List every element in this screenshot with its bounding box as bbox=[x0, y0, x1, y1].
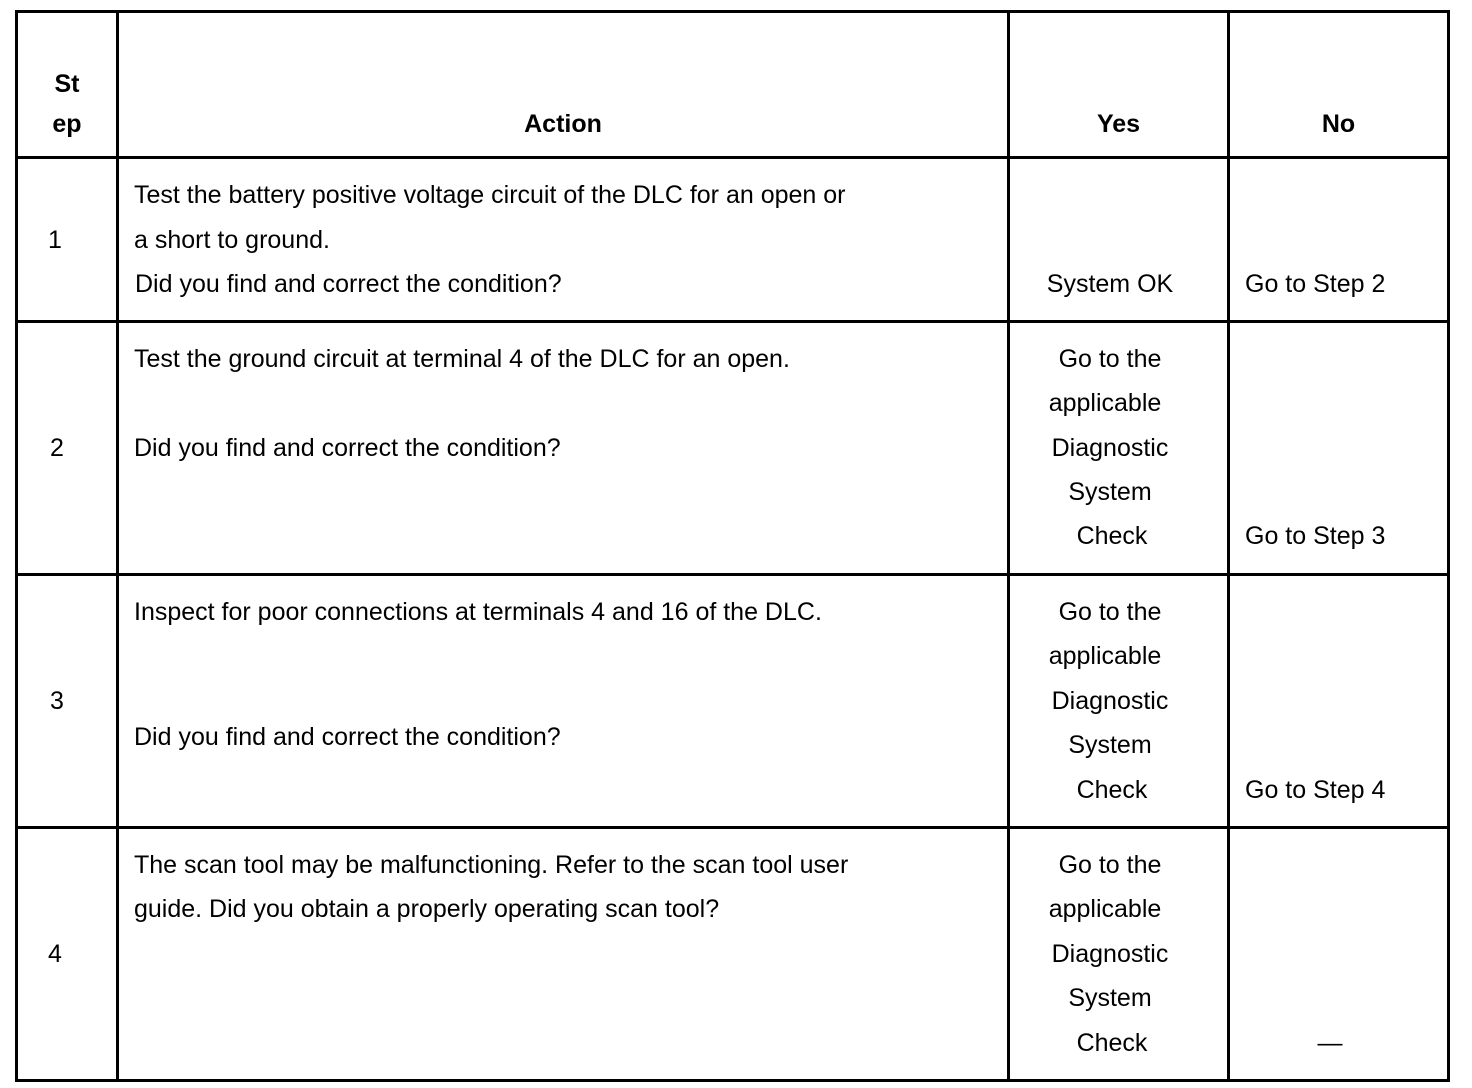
yes-result: System bbox=[1068, 731, 1152, 759]
yes-result: Go to the bbox=[1058, 598, 1162, 626]
action-question: Did you find and correct the condition? bbox=[135, 270, 562, 298]
no-result: — bbox=[1317, 1029, 1343, 1057]
action-text: guide. Did you obtain a properly operating scan tool? bbox=[134, 895, 720, 923]
row-divider bbox=[15, 573, 1450, 576]
yes-result: System OK bbox=[1046, 270, 1174, 298]
header-step-line2: ep bbox=[52, 110, 82, 138]
yes-result: applicable bbox=[1048, 895, 1162, 923]
yes-result: applicable bbox=[1048, 642, 1162, 670]
column-divider bbox=[1227, 10, 1230, 1082]
step-number: 2 bbox=[50, 434, 64, 462]
row-divider bbox=[15, 826, 1450, 829]
yes-result: Go to the bbox=[1058, 851, 1162, 879]
header-yes: Yes bbox=[1096, 110, 1141, 138]
action-text: Test the ground circuit at terminal 4 of the DLC for an open. bbox=[134, 345, 790, 373]
header-no: No bbox=[1321, 110, 1356, 138]
table-border-bottom bbox=[15, 1079, 1450, 1082]
action-text: Inspect for poor connections at terminals 4 and 16 of the DLC. bbox=[134, 598, 822, 626]
no-result: Go to Step 4 bbox=[1245, 776, 1386, 804]
action-text: Test the battery positive voltage circuit of the DLC for an open or bbox=[134, 181, 846, 209]
yes-result: Diagnostic bbox=[1051, 940, 1169, 968]
no-result: Go to Step 3 bbox=[1245, 522, 1386, 550]
table-border-top bbox=[15, 10, 1450, 13]
yes-result: System bbox=[1068, 478, 1152, 506]
column-divider bbox=[116, 10, 119, 1082]
action-text: The scan tool may be malfunctioning. Refer to the scan tool user bbox=[134, 851, 849, 879]
yes-result: Check bbox=[1076, 776, 1148, 804]
step-number: 1 bbox=[48, 226, 62, 254]
step-number: 3 bbox=[50, 687, 64, 715]
table-border-right bbox=[1447, 10, 1450, 1082]
yes-result: Go to the bbox=[1058, 345, 1162, 373]
yes-result: Check bbox=[1076, 522, 1148, 550]
action-question: Did you find and correct the condition? bbox=[134, 434, 561, 462]
yes-result: applicable bbox=[1048, 389, 1162, 417]
header-step-line1: St bbox=[54, 70, 80, 98]
header-action: Action bbox=[524, 110, 602, 138]
header-divider bbox=[15, 156, 1450, 159]
table-border-left bbox=[15, 10, 18, 1082]
no-result: Go to Step 2 bbox=[1245, 270, 1386, 298]
yes-result: Check bbox=[1076, 1029, 1148, 1057]
row-divider bbox=[15, 320, 1450, 323]
yes-result: System bbox=[1068, 984, 1152, 1012]
yes-result: Diagnostic bbox=[1051, 687, 1169, 715]
step-number: 4 bbox=[48, 940, 62, 968]
action-question: Did you find and correct the condition? bbox=[134, 723, 561, 751]
action-text: a short to ground. bbox=[134, 226, 330, 254]
yes-result: Diagnostic bbox=[1051, 434, 1169, 462]
